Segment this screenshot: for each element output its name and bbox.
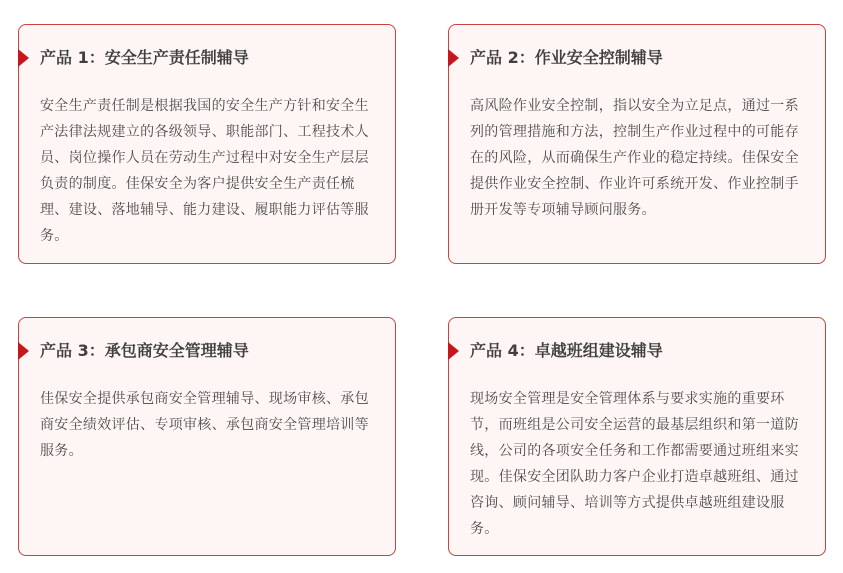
triangle-right-icon: [18, 342, 29, 360]
product-title: 产品 4：卓越班组建设辅导: [470, 341, 663, 360]
triangle-right-icon: [448, 49, 459, 67]
product-description: 佳保安全提供承包商安全管理辅导、现场审核、承包商安全绩效评估、专项审核、承包商安全管理培训等服务。: [40, 391, 369, 459]
product-title: 产品 1：安全生产责任制辅导: [40, 48, 249, 67]
product-title: 产品 2：作业安全控制辅导: [470, 48, 663, 67]
product-card-1: [18, 24, 396, 264]
product-card-2: [448, 24, 826, 264]
product-title: 产品 3：承包商安全管理辅导: [40, 341, 249, 360]
triangle-right-icon: [18, 49, 29, 67]
product-card-3: [18, 317, 396, 556]
triangle-right-icon: [448, 342, 459, 360]
product-card-4: [448, 317, 826, 556]
product-description: 安全生产责任制是根据我国的安全生产方针和安全生产法律法规建立的各级领导、职能部门、工程技术人员、岗位操作人员在劳动生产过程中对安全生产层层负责的制度。佳保安全为客户提供安全生产责任梳理、建设、落地辅导、能力建设、履职能力评估等服务。: [40, 98, 369, 244]
product-description: 现场安全管理是安全管理体系与要求实施的重要环节，而班组是公司安全运营的最基层组织和第一道防线，公司的各项安全任务和工作都需要通过班组来实现。佳保安全团队助力客户企业打造卓越班组、通过咨询、顾问辅导、培训等方式提供卓越班组建设服务。: [470, 391, 799, 537]
product-description: 高风险作业安全控制，指以安全为立足点，通过一系列的管理措施和方法，控制生产作业过程中的可能存在的风险，从而确保生产作业的稳定持续。佳保安全提供作业安全控制、作业许可系统开发、作业控制手册开发等专项辅导顾问服务。: [470, 98, 799, 218]
